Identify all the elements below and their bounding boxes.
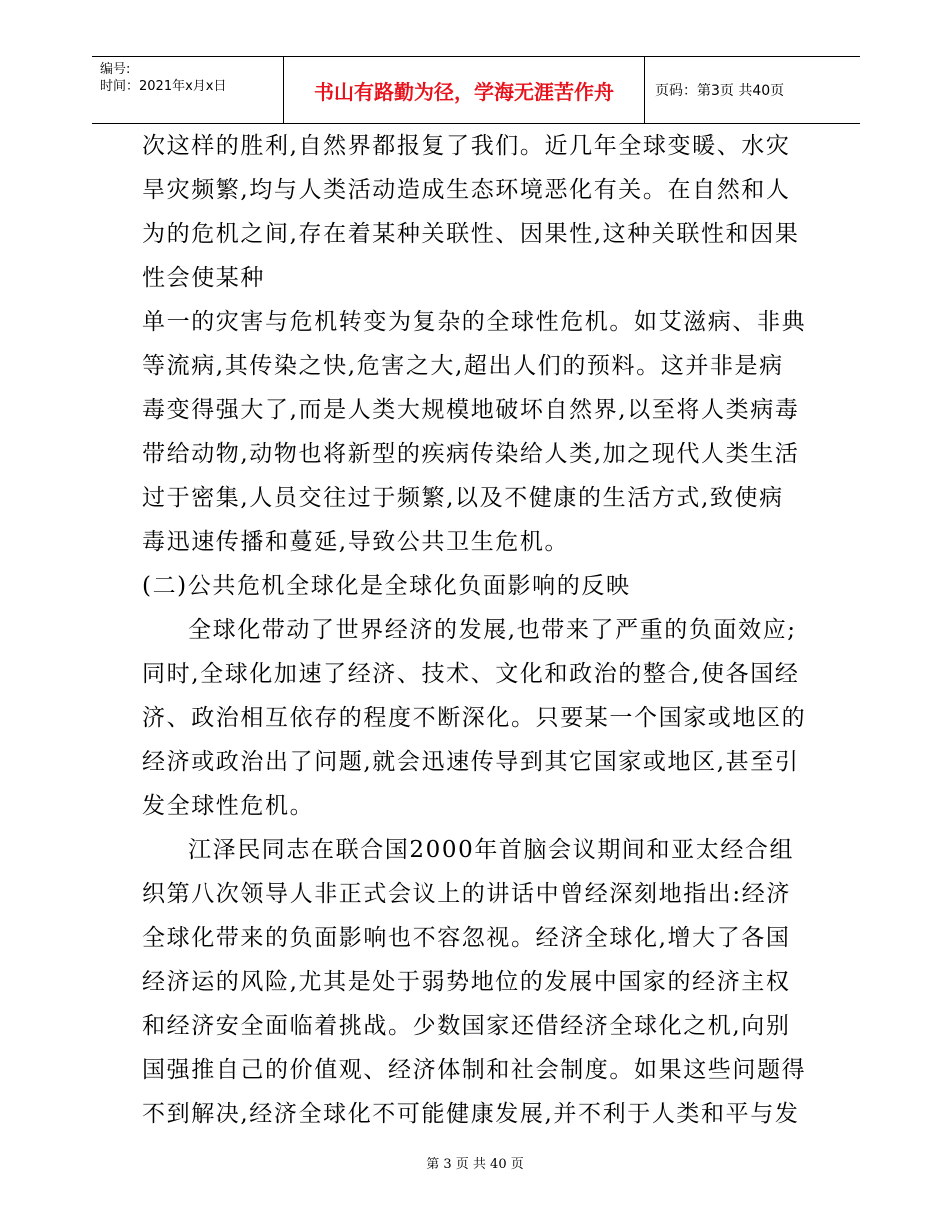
header-meta [92,57,284,123]
text-line: 和经济安全面临着挑战。少数国家还借经济全球化之机,向别 [142,1013,791,1039]
text-line: 性会使某种 [142,265,265,291]
text-line: 同时,全球化加速了经济、技术、文化和政治的整合,使各国经 [142,661,800,687]
text-line: 全球化带来的负面影响也不容忽视。经济全球化,增大了各国 [142,925,791,951]
text-line: 济、政治相互依存的程度不断深化。只要某一个国家或地区的 [142,705,807,731]
document-body [142,124,812,1136]
text-line: 织第八次领导人非正式会议上的讲话中曾经深刻地指出:经济 [142,881,791,907]
text-line: 经济或政治出了问题,就会迅速传导到其它国家或地区,甚至引 [142,749,800,775]
number-label: 编号: [100,62,131,77]
time-label: 时间：2021年x月x日 [100,79,227,94]
text-line: 全球化带动了世界经济的发展,也带来了严重的负面效应; [188,617,797,643]
page-footer: 第 3 页 共 40 页 [426,1157,524,1172]
text-line: 等流病,其传染之快,危害之大,超出人们的预料。这并非是病 [142,353,784,379]
text-line: 毒变得强大了,而是人类大规模地破坏自然界,以至将人类病毒 [142,397,800,423]
header-page-info: 页码：第3页 共40页 [655,83,785,99]
text-line: 不到解决,经济全球化不可能健康发展,并不利于人类和平与发 [142,1101,800,1127]
text-line: 江泽民同志在联合国2000年首脑会议期间和亚太经合组 [188,837,795,863]
text-line: 带给动物,动物也将新型的疾病传染给人类,加之现代人类生活 [142,441,800,467]
text-line: 为的危机之间,存在着某种关联性、因果性,这种关联性和因果 [142,221,800,247]
text-line: 发全球性危机。 [142,793,315,819]
page-header [92,56,860,124]
text-line: 经济运的风险,尤其是处于弱势地位的发展中国家的经济主权 [142,969,791,995]
text-line: 旱灾频繁,均与人类活动造成生态环境恶化有关。在自然和人 [142,177,791,203]
text-line: 过于密集,人员交往过于频繁,以及不健康的生活方式,致使病 [142,485,784,511]
text-line: 单一的灾害与危机转变为复杂的全球性危机。如艾滋病、非典 [142,309,807,335]
header-motto: 书山有路勤为径，学海无涯苦作舟 [284,57,645,123]
section-heading: (二)公共危机全球化是全球化负面影响的反映 [142,573,631,599]
text-line: 次这样的胜利,自然界都报复了我们。近几年全球变暖、水灾 [142,133,791,159]
text-line: 国强推自己的价值观、经济体制和社会制度。如果这些问题得 [142,1057,807,1083]
text-line: 毒迅速传播和蔓延,导致公共卫生危机。 [142,529,570,555]
